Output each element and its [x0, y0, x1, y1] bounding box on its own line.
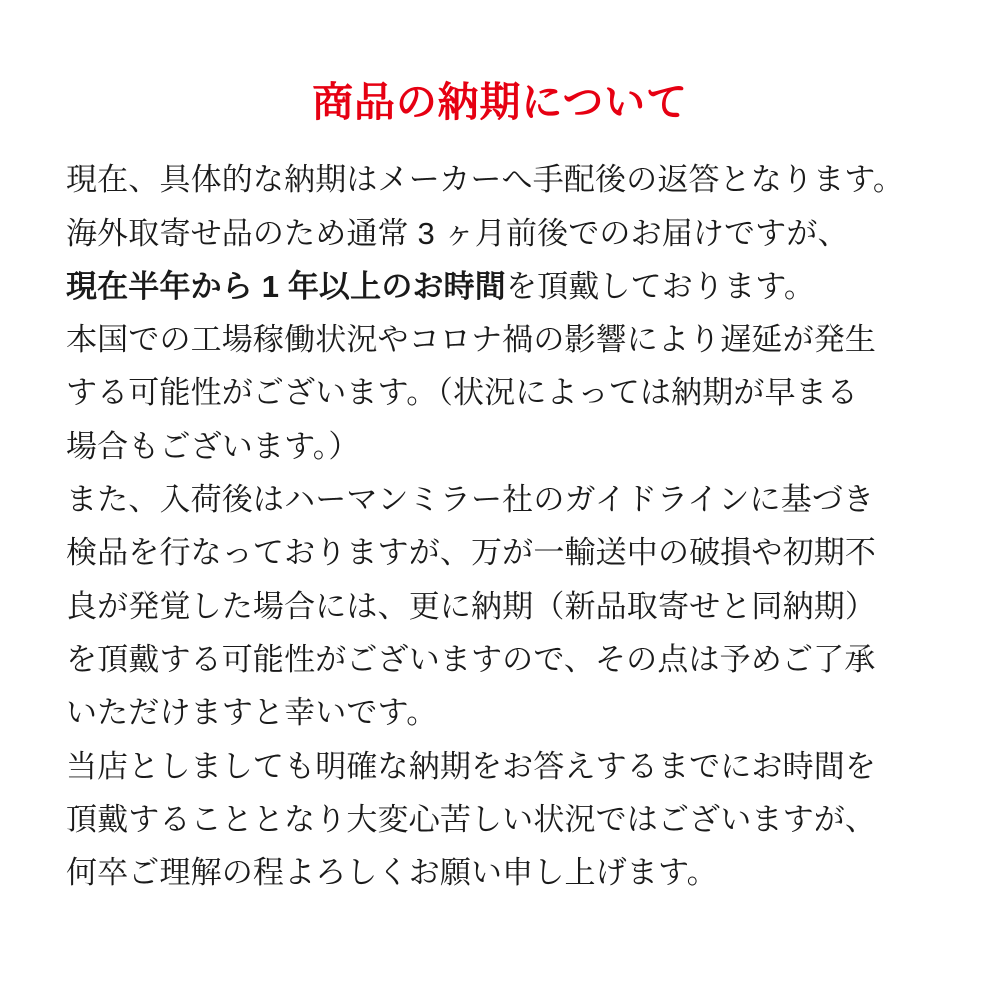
text-line	[66, 526, 934, 579]
paragraph-inspection-notice	[66, 473, 934, 740]
text-line	[66, 153, 934, 206]
body-text: する可能性がございます。（状況によっては納期が早まる	[66, 375, 859, 411]
body-text: 検品を行なっておりますが、万が一輸送中の破損や初期不	[66, 535, 877, 571]
body-text: 海外取寄せ品のため通常 3 ヶ月前後でのお届けですが、	[66, 215, 849, 251]
body-text: また、入荷後はハーマンミラー社のガイドラインに基づき	[66, 482, 875, 518]
text-line	[66, 313, 934, 366]
text-line	[66, 473, 934, 526]
text-line	[66, 633, 934, 686]
text-line	[66, 686, 934, 739]
body-text: 頂戴することとなり大変心苦しい状況ではございますが、	[66, 801, 877, 837]
text-line	[66, 846, 934, 899]
text-line	[66, 207, 934, 260]
text-line	[66, 580, 934, 633]
body-text: 本国での工場稼働状況やコロナ禍の影響により遅延が発生	[66, 322, 877, 358]
body-text: いただけますと幸いです。	[66, 695, 438, 731]
text-line	[66, 366, 934, 419]
paragraph-closing-apology	[66, 740, 934, 900]
notice-body	[66, 153, 934, 899]
body-text: 現在、具体的な納期はメーカーへ手配後の返答となります。	[66, 162, 905, 198]
paragraph-delay-risk	[66, 313, 934, 473]
paragraph-delivery-schedule	[66, 153, 934, 313]
page-title: 商品の納期について	[312, 79, 688, 125]
text-line	[66, 740, 934, 793]
body-text: を頂戴しております。	[505, 268, 816, 304]
body-text: 何卒ご理解の程よろしくお願い申し上げます。	[66, 855, 718, 891]
text-line	[66, 793, 934, 846]
body-text: 当店としましても明確な納期をお答えするまでにお時間を	[66, 748, 877, 784]
body-text: 良が発覚した場合には、更に納期（新品取寄せと同納期）	[66, 588, 877, 624]
body-text: 場合もございます。）	[66, 428, 360, 464]
text-line	[66, 420, 934, 473]
emphasis-text: 現在半年から 1 年以上のお時間	[66, 268, 506, 304]
body-text: を頂戴する可能性がございますので、その点は予めご了承	[66, 642, 876, 677]
text-line	[66, 260, 934, 313]
